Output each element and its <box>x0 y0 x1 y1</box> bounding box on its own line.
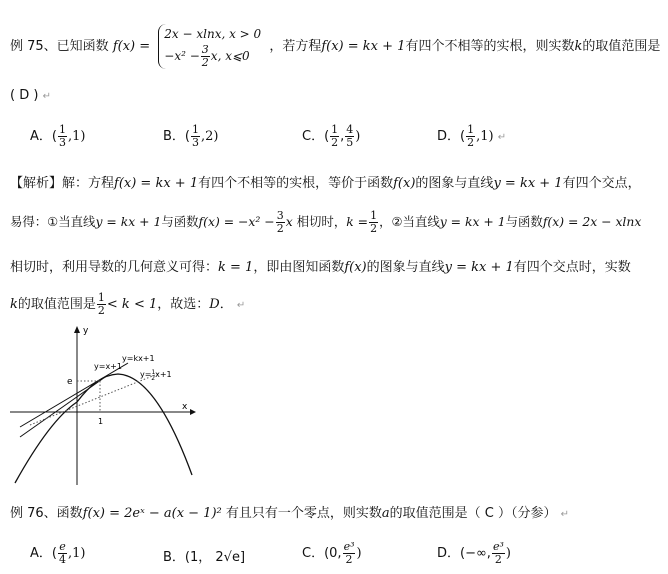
q75-option-b: B．( $\frac{1}{3}$ ,2) <box>163 123 219 149</box>
q75-answer: ( D ) ↵ <box>10 88 51 103</box>
label-y-half-x-plus-1: y=$^1$ 2x+1 <box>140 369 172 382</box>
label-y-x-plus-1: y=x+1 <box>94 362 122 371</box>
q75-option-c: C．( $\frac{1}{2}$ , $\frac{4}{5}$ ) <box>302 123 361 149</box>
x-label: x <box>182 402 188 412</box>
solution-line-1: 【解析】解：方程f(x) = kx + 1有四个不相等的实根，等价于函数f(x)的图象与直线y = kx + 1有四个交点， <box>10 176 641 191</box>
e-label: e <box>67 377 73 387</box>
q75-stem: 例 75、已知函数 f(x) = 2x − xlnx, x > 0 −x² − $\frac{3}{2}$ x, x⩽0 ，若方程f(x) = kx + 1有四个不相等的实根，则实数k的取值范围是 <box>10 24 660 69</box>
q75-piecewise <box>158 24 261 69</box>
q76-option-a: A．( $\frac{e}{4}$ ,1) <box>30 540 86 566</box>
q75-mid: ，若方程 <box>269 39 322 54</box>
q75-option-a: A．( $\frac{1}{3}$ ,1) <box>30 123 86 149</box>
q75-option-d: D．( $\frac{1}{2}$ ,1) ↵ <box>437 123 507 149</box>
q75-piece2: −x² − $\frac{3}{2}$ x, x⩽0 <box>164 43 250 69</box>
line-y-kx-plus-1 <box>20 363 128 427</box>
q75-equation: f(x) = kx + 1 <box>321 39 406 54</box>
solution-line-2: 易得：①当直线y = kx + 1与函数f(x) = −x² − $\frac{3}{2}$ x 相切时，k = $\frac{1}{2}$ ，②当直线y = kx + 1与函数f(x) = 2x − xlnx <box>10 209 642 235</box>
label-y-kx-plus-1: y=kx+1 <box>122 354 155 363</box>
y-label: y <box>83 326 89 336</box>
one-label: 1 <box>98 417 104 426</box>
q76-option-d: D．(−∞, $\frac{\text{e³}}{2}$ ) <box>437 540 511 566</box>
q75-lead: 例 75、已知函数 <box>10 39 109 54</box>
q76-option-b: B．(1， 2√e] <box>163 550 246 565</box>
function-graph <box>10 325 200 487</box>
x-axis-arrow-icon <box>190 409 196 415</box>
q75-tail: 有四个不相等的实根，则实数 <box>405 39 575 54</box>
solution-line-4: k的取值范围是 $\frac{1}{2}$ < k < 1，故选：D． ↵ <box>10 291 246 317</box>
solution-line-3: 相切时，利用导数的几何意义可得：k = 1，即由图知函数f(x)的图象与直线y = kx + 1有四个交点时，实数 <box>10 260 631 275</box>
curve-right-branch <box>77 374 192 475</box>
curve-left-branch <box>15 402 77 483</box>
q75-function-name: f(x) = <box>112 39 151 54</box>
y-axis-arrow-icon <box>74 326 80 333</box>
q76-option-c: C．(0, $\frac{\text{e³}}{2}$ ) <box>302 540 362 566</box>
q76-stem: 例 76、函数f(x) = 2eˣ − a(x − 1)² 有且只有一个零点，则实数a的取值范围是（ C ）（分参） ↵ <box>10 506 570 521</box>
q75-tail2: 的取值范围是 <box>582 39 661 54</box>
line-y-x-plus-1 <box>20 375 108 437</box>
q75-piece1: 2x − xlnx, x > 0 <box>164 27 262 41</box>
